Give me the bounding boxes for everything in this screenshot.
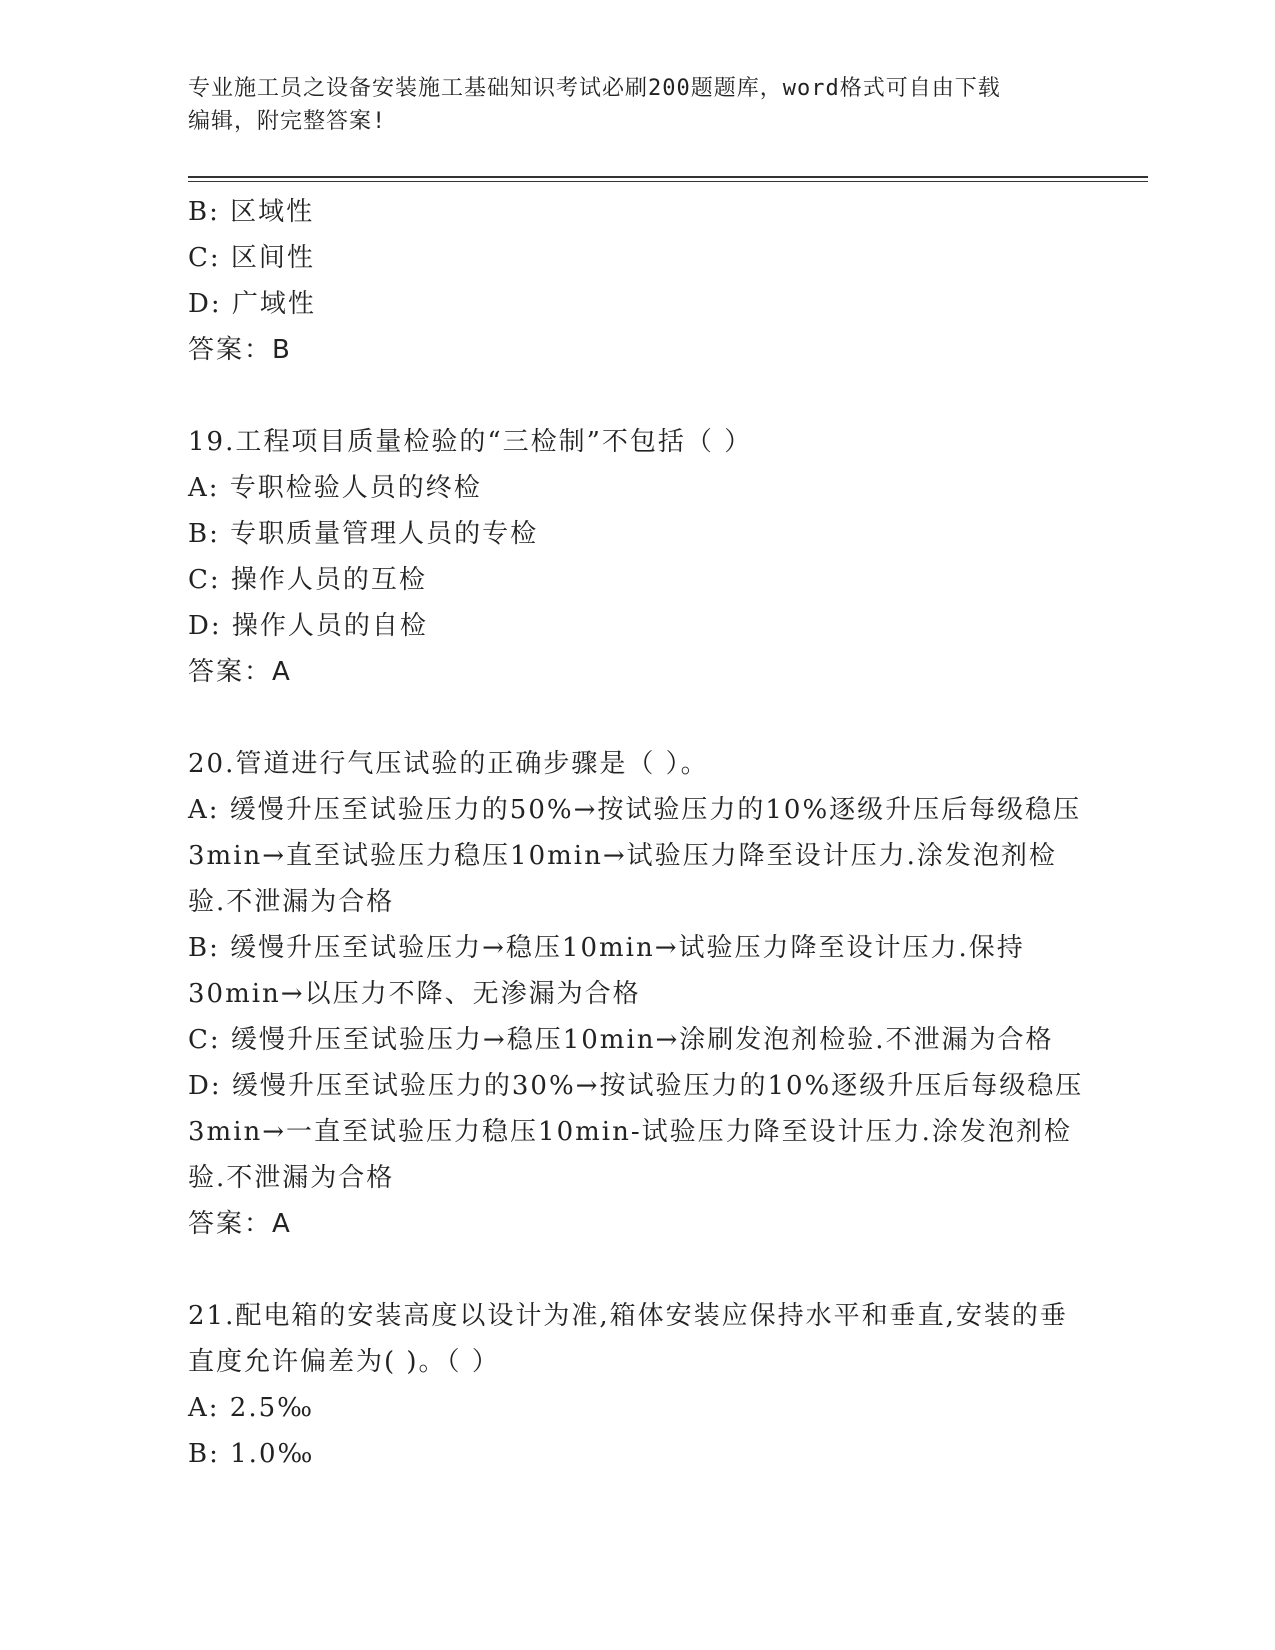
spacer: [188, 373, 1088, 419]
question-stem: 21.配电箱的安装高度以设计为准,箱体安装应保持水平和垂直,安装的垂直度允许偏差为( )。（ ）: [188, 1301, 1068, 1377]
option-b: B: 1.0‰: [188, 1439, 315, 1469]
option-d: D: 广域性: [188, 289, 316, 319]
header-divider-thin: [188, 181, 1148, 182]
question-list: [188, 189, 1088, 1477]
option-b: B: 专职质量管理人员的专检: [188, 519, 539, 549]
option-c: C: 操作人员的互检: [188, 565, 427, 595]
answer-label: 答案：B: [188, 335, 292, 365]
question-19: [188, 419, 1088, 695]
option-a: A: 专职检验人员的终检: [188, 473, 482, 503]
option-b: B: 缓慢升压至试验压力→稳压10min→试验压力降至设计压力.保持30min→以压力不降、无渗漏为合格: [188, 933, 1025, 1009]
option-a: A: 缓慢升压至试验压力的50%→按试验压力的10%逐级升压后每级稳压3min→直至试验压力稳压10min→试验压力降至设计压力.涂发泡剂检验.不泄漏为合格: [188, 795, 1082, 917]
option-b: B: 区域性: [188, 197, 315, 227]
document-header: [188, 72, 1068, 138]
question-stem: 20.管道进行气压试验的正确步骤是（ ）。: [188, 749, 709, 779]
option-d: D: 操作人员的自检: [188, 611, 428, 641]
spacer: [188, 695, 1088, 741]
question-20: [188, 741, 1088, 1247]
header-title-line-1: 专业施工员之设备安装施工基础知识考试必刷200题题库，word格式可自由下载: [188, 76, 1001, 101]
question-18: [188, 189, 1088, 373]
option-c: C: 缓慢升压至试验压力→稳压10min→涂刷发泡剂检验.不泄漏为合格: [188, 1025, 1054, 1055]
answer-label: 答案：A: [188, 1209, 292, 1239]
option-a: A: 2.5‰: [188, 1393, 315, 1423]
question-21: [188, 1293, 1088, 1477]
header-divider-thick: [188, 176, 1148, 178]
option-c: C: 区间性: [188, 243, 315, 273]
answer-label: 答案：A: [188, 657, 292, 687]
header-title-line-2: 编辑，附完整答案!: [188, 109, 387, 134]
spacer: [188, 1247, 1088, 1293]
option-d: D: 缓慢升压至试验压力的30%→按试验压力的10%逐级升压后每级稳压3min→一直至试验压力稳压10min-试验压力降至设计压力.涂发泡剂检验.不泄漏为合格: [188, 1071, 1084, 1193]
question-stem: 19.工程项目质量检验的“三检制”不包括（ ）: [188, 427, 753, 457]
